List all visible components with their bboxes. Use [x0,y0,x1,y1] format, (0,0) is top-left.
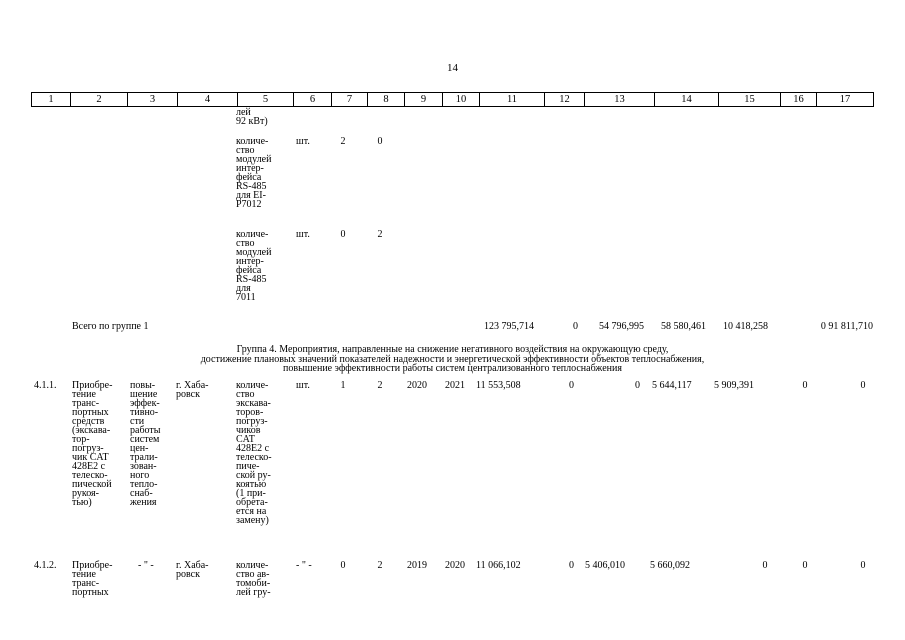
unit-cell: - " - [296,560,312,571]
value-cell: 0 [860,380,866,391]
value-cell: 1 [340,380,346,391]
unit-cell: шт. [296,380,310,391]
total-cost: 11 066,102 [476,560,521,571]
value-cell: 2 [377,560,383,571]
total-col15: 10 418,258 [723,321,768,332]
total-col14: 58 580,461 [661,321,706,332]
column-number: 7 [332,93,368,107]
value-cell: 0 [569,380,574,391]
column-number: 16 [781,93,817,107]
value-cell: 0 [569,560,574,571]
measure-goal: - " - [138,560,154,571]
value-cell: 0 [860,560,866,571]
indicator-text: количе- ство модулей интер- фейса RS-485 для 7011 [236,229,272,303]
value-cell: 5 660,092 [650,560,690,571]
column-number: 4 [178,93,238,107]
unit-cell: шт. [296,136,310,147]
column-number: 17 [817,93,874,107]
column-number: 10 [443,93,480,107]
total-col16-17: 0 91 811,710 [820,321,873,332]
column-number: 2 [71,93,128,107]
column-header-table [31,92,874,107]
column-number: 12 [545,93,585,107]
indicator-text: количе- ство экскава- торов- погруз- чиков CAT 428E2 с телеско- пиче- ской ру- коятью (1 при- обрета- ется на замену) [236,380,272,526]
column-number: 11 [480,93,545,107]
measure-name: Приобре- тение транс- портных средств (экскава- тор- погруз- чик CAT 428E2 с телеско- пической рукоя- тью) [72,380,113,508]
value-cell: 0 [635,380,640,391]
column-number: 15 [719,93,781,107]
year-end: 2020 [445,560,465,571]
measure-place: г. Хаба- ровск [176,380,209,400]
group-total-label: Всего по группе 1 [72,321,149,332]
column-number: 1 [32,93,71,107]
indicator-text: количе- ство ав- томоби- лей гру- [236,560,271,598]
unit-cell: шт. [296,229,310,240]
value-cell: 5 406,010 [585,560,625,571]
year-start: 2020 [407,380,427,391]
column-number: 14 [655,93,719,107]
measure-goal: повы- шение эффек- тивно- сти работы систем цен- трали- зован- ного тепло- снаб- жения [130,380,161,508]
value-cell: 2 [377,380,383,391]
row-number: 4.1.2. [34,560,57,571]
value-cell: 0 [802,380,808,391]
measure-name: Приобре- тение транс- портных [72,560,113,598]
total-col12: 0 [573,321,578,332]
column-number: 3 [128,93,178,107]
column-number: 8 [368,93,405,107]
column-number-row [32,93,874,107]
measure-place: г. Хаба- ровск [176,560,209,580]
value-cell: 5 909,391 [714,380,754,391]
column-number: 5 [238,93,294,107]
year-start: 2019 [407,560,427,571]
group-title-line: достижение плановых значений показателей надежности и энергетической эффективности объектов теплоснабжения, [200,354,705,365]
value-cell: 0 [340,560,346,571]
year-end: 2021 [445,380,465,391]
value-cell: 2 [340,136,346,147]
value-cell: 0 [802,560,808,571]
indicator-text: количе- ство модулей интер- фейса RS-485 для EI- P7012 [236,136,272,210]
total-col13: 54 796,995 [599,321,644,332]
row-number: 4.1.1. [34,380,57,391]
column-number: 9 [405,93,443,107]
total-col11: 123 795,714 [484,321,534,332]
page-number: 14 [447,62,458,74]
value-cell: 0 [340,229,346,240]
value-cell: 0 [762,560,768,571]
value-cell: 0 [377,136,383,147]
indicator-continuation: лей 92 кВт) [236,107,268,127]
column-number: 6 [294,93,332,107]
group-title-line: Группа 4. Мероприятия, направленные на снижение негативного воздействия на окружающую среду, [236,344,669,355]
value-cell: 2 [377,229,383,240]
group-title-line: повышение эффективности работы систем централизованного теплоснабжения [283,363,622,374]
value-cell: 5 644,117 [652,380,692,391]
total-cost: 11 553,508 [476,380,521,391]
column-number: 13 [585,93,655,107]
